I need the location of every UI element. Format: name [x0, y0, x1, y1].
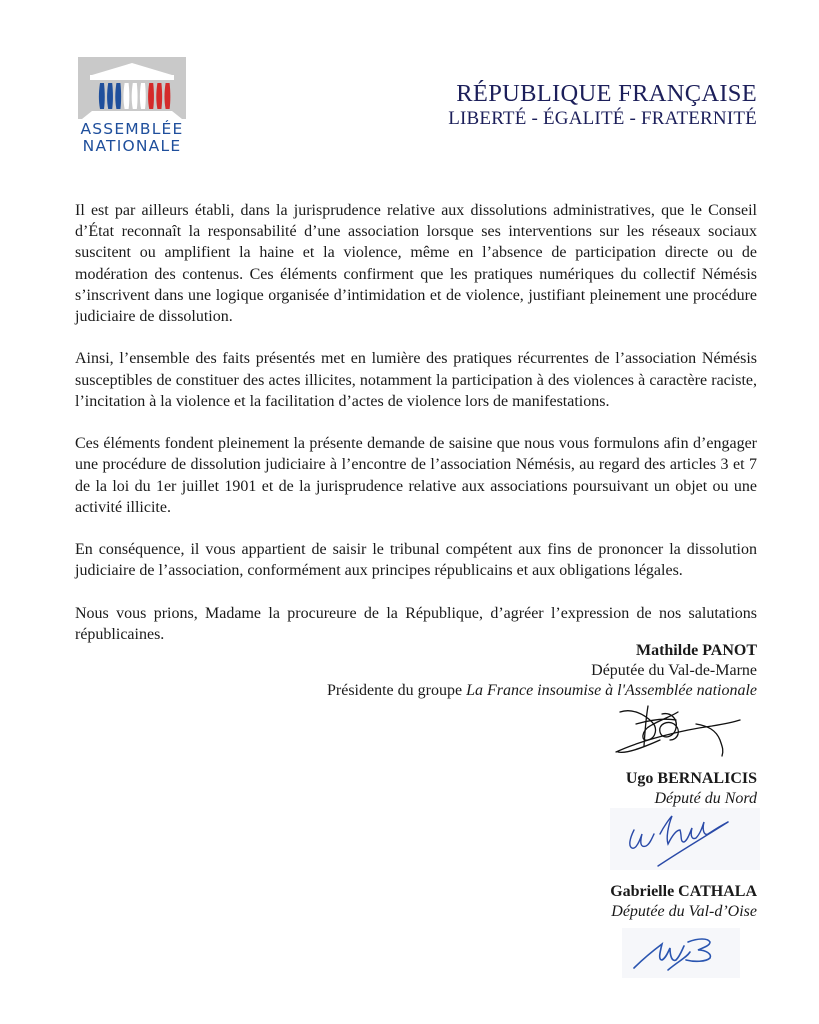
handwritten-signature-icon	[612, 700, 762, 760]
assemblee-nationale-logo	[78, 57, 186, 163]
logo-text-line1: ASSEMBLÉE	[80, 120, 184, 138]
temple-column	[148, 83, 154, 109]
signatory-name: Mathilde PANOT	[635, 642, 757, 659]
signatory-extra	[327, 681, 757, 701]
signatory-block	[626, 769, 757, 809]
temple-column	[107, 83, 113, 109]
letter-body	[75, 200, 757, 666]
handwritten-signature-icon	[622, 928, 740, 978]
temple-column	[164, 83, 170, 109]
signatory-name: Gabrielle CATHALA	[610, 883, 757, 900]
signatory-group-name: La France insoumise à l'Assemblée nationale	[466, 682, 757, 699]
temple-column	[123, 83, 129, 109]
paragraph: Ainsi, l’ensemble des faits présentés met en lumière des pratiques récurrentes de l’association Némésis susceptibles de constituer des actes illicites, notamment la participation à des violences à caractère raciste, l’incitation à la violence et la facilitation d’actes de violence lors de manifestations.	[75, 350, 757, 410]
assemblee-nationale-temple-icon	[78, 57, 186, 119]
signatory-role: Députée du Val-de-Marne	[591, 662, 757, 679]
signatory-name: Ugo BERNALICIS	[625, 770, 757, 787]
paragraph: Ces éléments fondent pleinement la présente demande de saisine que nous vous formulons afin d’engager une procédure de dissolution judiciaire à l’encontre de l’association Némésis, au regard des articles 3 et 7 de la loi du 1er juillet 1901 et de la jurisprudence relative aux associations poursuivant un objet ou une activité illicite.	[75, 435, 757, 516]
header-title: RÉPUBLIQUE FRANÇAISE	[456, 80, 757, 107]
handwritten-signature-icon	[610, 808, 760, 870]
logo-text-line2: NATIONALE	[82, 137, 182, 155]
paragraph: Il est par ailleurs établi, dans la jurisprudence relative aux dissolutions administratives, que le Conseil d’État reconnaît la responsabilité d’une association lorsque ses interventions sur les réseaux sociaux suscitent ou amplifient la haine et la violence, même en l’absence de participation directe ou de modération des contenus. Ces éléments confirment que les pratiques numériques du collectif Némésis s’inscrivent dans une logique organisée d’intimidation et de violence, justifiant pleinement une procédure judiciaire de dissolution.	[75, 202, 757, 326]
temple-entablature	[90, 75, 174, 80]
signatory-role: Député du Nord	[654, 790, 757, 807]
logo-text	[76, 121, 188, 155]
header-motto: LIBERTÉ - ÉGALITÉ - FRATERNITÉ	[448, 108, 757, 129]
paragraph: En conséquence, il vous appartient de saisir le tribunal compétent aux fins de prononcer la dissolution judiciaire de l’association, conformément aux principes républicains et aux obligations légales.	[75, 541, 757, 580]
signatory-role: Députée du Val-d’Oise	[611, 903, 757, 920]
republic-header	[448, 80, 757, 130]
paragraph: Nous vous prions, Madame la procureure de la République, d’agréer l’expression de nos salutations républicaines.	[75, 604, 757, 643]
temple-column	[99, 83, 105, 109]
temple-pediment	[92, 63, 172, 75]
temple-base	[82, 111, 182, 119]
temple-column	[115, 83, 121, 109]
signatory-block	[610, 882, 757, 922]
temple-column	[140, 83, 146, 109]
signatory-block	[327, 641, 757, 701]
temple-column	[132, 83, 138, 109]
signatory-extra-prefix: Présidente du groupe	[326, 682, 467, 699]
temple-column	[156, 83, 162, 109]
